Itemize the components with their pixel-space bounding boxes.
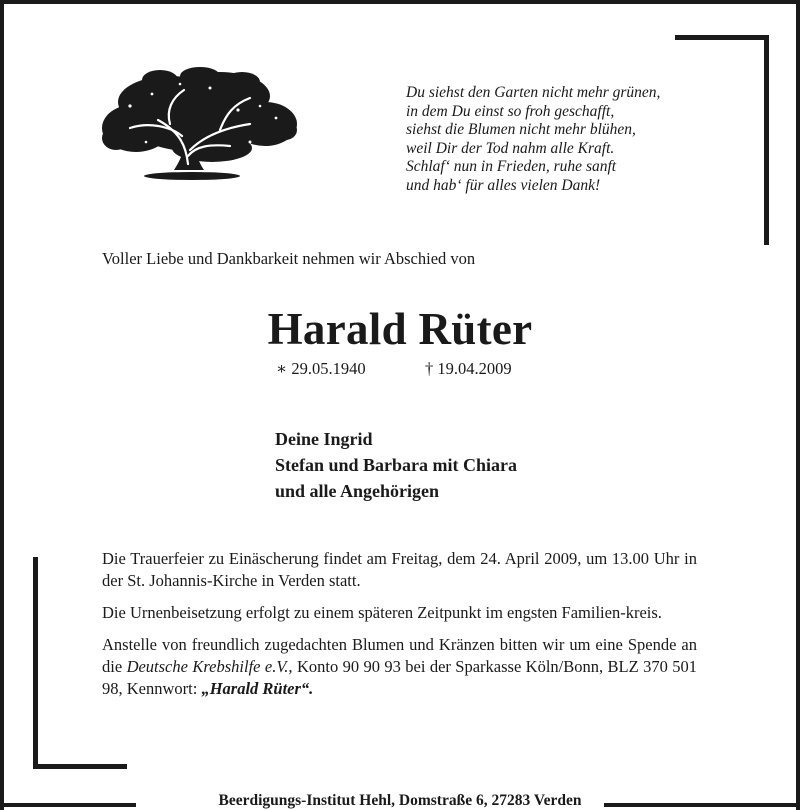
burial-paragraph: Die Urnenbeisetzung erfolgt zu einem späteren Zeitpunkt im engsten Familien-kreis. bbox=[102, 603, 662, 622]
corner-bracket-bottom-left-vertical bbox=[33, 557, 38, 769]
charity-name: Deutsche Krebshilfe e.V., bbox=[126, 657, 293, 676]
poem-line: und hab‘ für alles vielen Dank! bbox=[406, 176, 601, 194]
intro-text: Voller Liebe und Dankbarkeit nehmen wir Abschied von bbox=[102, 249, 476, 268]
poem bbox=[406, 84, 736, 195]
donation-paragraph bbox=[102, 634, 697, 700]
poem-line: weil Dir der Tod nahm alle Kraft. bbox=[406, 139, 615, 157]
funeral-home-footer: Beerdigungs-Institut Hehl, Domstraße 6, 27283 Verden bbox=[218, 792, 582, 809]
border-top bbox=[0, 0, 800, 4]
deceased-name: Harald Rüter bbox=[267, 304, 533, 354]
mourner-line: und alle Angehörigen bbox=[275, 481, 440, 501]
corner-bracket-top-right-vertical bbox=[764, 35, 769, 245]
donation-keyword: „Harald Rüter“. bbox=[201, 679, 314, 698]
birth-date: ∗ 29.05.1940 bbox=[276, 359, 366, 378]
border-left bbox=[0, 0, 4, 810]
donation-text-start: Anstelle von freundlich zugedachten Blumen und Kränzen bitten wir um eine Spende an die bbox=[102, 635, 697, 676]
border-right bbox=[796, 0, 800, 810]
death-date: † 19.04.2009 bbox=[425, 359, 512, 378]
funeral-paragraph: Die Trauerfeier zu Einäscherung findet am Freitag, dem 24. April 2009, um 13.00 Uhr in der St. Johannis-Kirche in Verden statt. bbox=[102, 549, 697, 590]
mourner-line: Stefan und Barbara mit Chiara bbox=[275, 455, 518, 475]
mourners-list bbox=[275, 426, 517, 504]
corner-bracket-top-right-horizontal bbox=[675, 35, 769, 40]
poem-line: siehst die Blumen nicht mehr blühen, bbox=[406, 121, 636, 138]
announcement-text bbox=[102, 548, 697, 710]
poem-line: in dem Du einst so froh geschafft, bbox=[406, 102, 615, 120]
tree-image bbox=[100, 66, 298, 184]
poem-line: Du siehst den Garten nicht mehr grünen, bbox=[406, 84, 661, 101]
mourner-line: Deine Ingrid bbox=[275, 429, 373, 449]
poem-line: Schlaf‘ nun in Frieden, ruhe sanft bbox=[406, 158, 617, 175]
donation-text-middle: Konto 90 90 93 bei der Sparkasse Köln/Bonn, BLZ 370 501 98, Kennwort: bbox=[102, 657, 697, 698]
corner-bracket-bottom-left-horizontal bbox=[33, 764, 127, 769]
